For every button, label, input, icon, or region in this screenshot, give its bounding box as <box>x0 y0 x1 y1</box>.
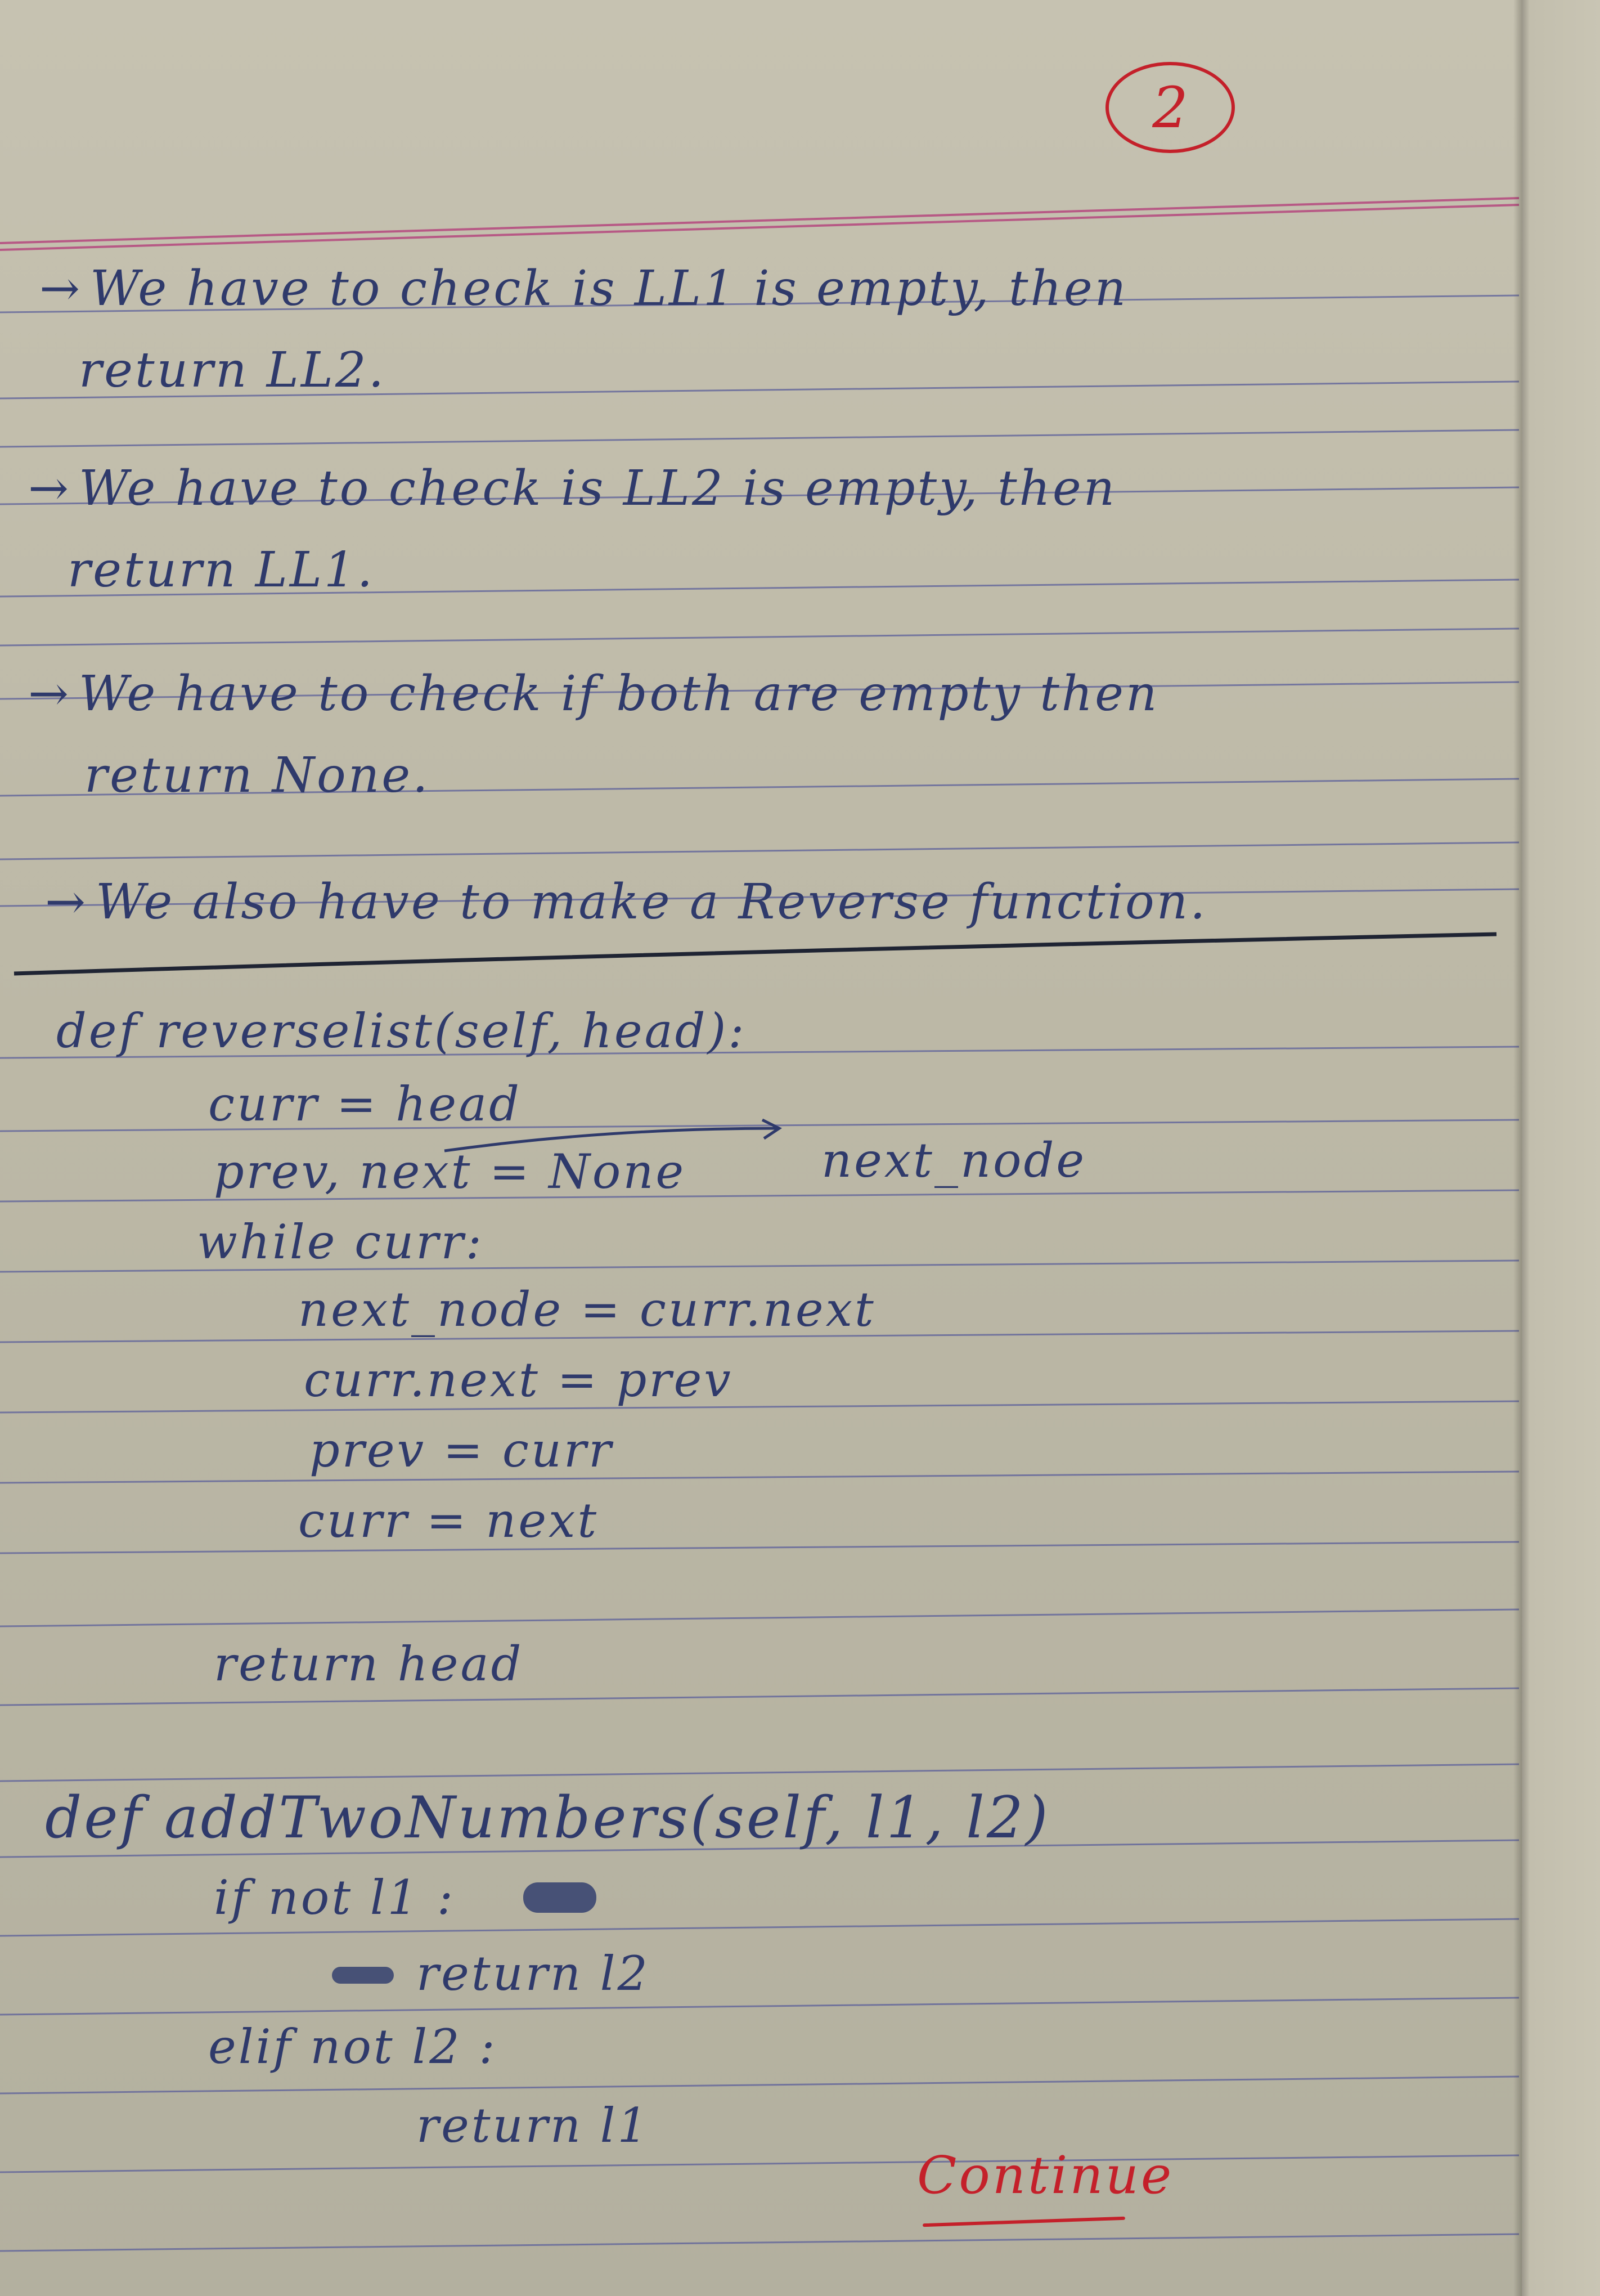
note-3-bullet: → <box>28 666 71 722</box>
add-two-numbers-signature: def addTwoNumbers(self, l1, l2) <box>45 1784 1050 1851</box>
code-line: curr = head <box>208 1077 522 1132</box>
annotation-arrow <box>439 1117 799 1162</box>
note-1-bullet: → <box>39 261 83 317</box>
note-4-bullet: → <box>45 874 88 930</box>
code-line: curr.next = prev <box>304 1352 733 1407</box>
code-line: return l1 <box>416 2098 650 2153</box>
code-return-line: return head <box>214 1636 524 1692</box>
note-2-line-2: return LL1. <box>68 542 375 598</box>
note-3-line-2: return None. <box>84 747 430 804</box>
page-number: 2 <box>1152 74 1188 141</box>
code-annotation: next_node <box>821 1133 1087 1188</box>
code-line: next_node = curr.next <box>298 1282 876 1337</box>
note-2-line-1: We have to check is LL2 is empty, then <box>79 460 1117 517</box>
note-2-bullet: → <box>28 460 71 517</box>
scribble-mark <box>332 1967 394 1984</box>
next-page-edge <box>1522 0 1600 2296</box>
code-line: prev = curr <box>309 1423 614 1478</box>
code-line: elif not l2 : <box>208 2019 497 2074</box>
code-line: prev, next = None <box>214 1144 686 1199</box>
code-line: while curr: <box>197 1214 484 1270</box>
reverse-function-signature: def reverselist(self, head): <box>56 1003 747 1059</box>
code-line: return l2 <box>416 1946 650 2001</box>
page-number-badge <box>1105 62 1235 153</box>
code-line: if not l1 : <box>214 1870 456 1925</box>
note-3-line-1: We have to check if both are empty then <box>79 666 1159 722</box>
note-1-line-1: We have to check is LL1 is empty, then <box>90 261 1129 317</box>
note-1-line-2: return LL2. <box>79 342 386 398</box>
continue-note: Continue <box>917 2145 1174 2205</box>
scribble-mark <box>523 1882 596 1913</box>
note-4-line-1: We also have to make a Reverse function. <box>96 874 1208 930</box>
code-line: curr = next <box>298 1493 599 1548</box>
